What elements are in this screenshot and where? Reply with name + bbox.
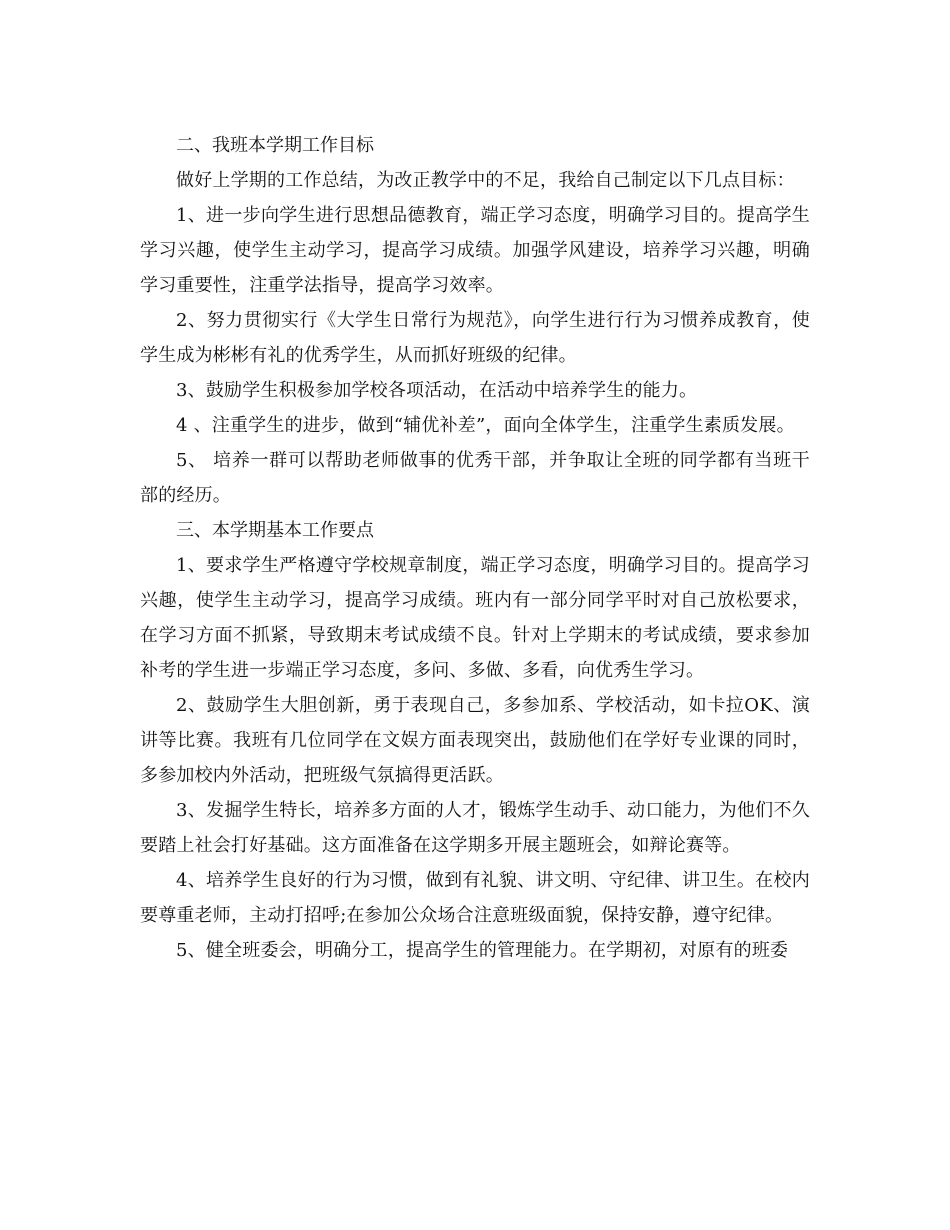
point-paragraph-1: 1、要求学生严格遵守学校规章制度，端正学习态度，明确学习目的。提高学习兴趣，使学生主动学习，提高学习成绩。班内有一部分同学平时对自己放松要求，在学习方面不抓紧，导致期末考试成绩不良。针对上学期末的考试成绩，要求参加补考的学生进一步端正学习态度，多问、多做、多看，向优秀生学习。 [140,555,810,681]
section-heading-goals: 二、我班本学期工作目标 [176,135,374,156]
document-body [140,128,810,968]
section-heading-key-points: 三、本学期基本工作要点 [176,520,374,541]
point-paragraph-3: 3、发掘学生特长，培养多方面的人才，锻炼学生动手、动口能力，为他们不久要踏上社会打好基础。这方面准备在这学期多开展主题班会，如辩论赛等。 [140,800,810,856]
point-paragraph-2: 2、鼓励学生大胆创新，勇于表现自己，多参加系、学校活动，如卡拉OK、演讲等比赛。我班有几位同学在文娱方面表现突出，鼓励他们在学好专业课的同时，多参加校内外活动，把班级气氛搞得更活跃。 [140,695,810,786]
point-paragraph-5: 5、健全班委会，明确分工，提高学生的管理能力。在学期初，对原有的班委 [176,940,789,961]
section-intro: 做好上学期的工作总结，为改正教学中的不足，我给自己制定以下几点目标： [176,170,795,191]
goal-paragraph-3: 3、鼓励学生积极参加学校各项活动，在活动中培养学生的能力。 [176,380,698,401]
point-paragraph-4: 4、培养学生良好的行为习惯，做到有礼貌、讲文明、守纪律、讲卫生。在校内要尊重老师，主动打招呼;在参加公众场合注意班级面貌，保持安静，遵守纪律。 [140,870,810,926]
goal-paragraph-1: 1、进一步向学生进行思想品德教育，端正学习态度，明确学习目的。提高学生学习兴趣，使学生主动学习，提高学习成绩。加强学风建设，培养学习兴趣，明确学习重要性，注重学法指导，提高学习效率。 [140,205,810,296]
goal-paragraph-4: 4 、注重学生的进步，做到“辅优补差”，面向全体学生，注重学生素质发展。 [176,415,795,436]
goal-paragraph-5: 5、 培养一群可以帮助老师做事的优秀干部，并争取让全班的同学都有当班干部的经历。 [140,450,810,506]
goal-paragraph-2: 2、努力贯彻实行《大学生日常行为规范》，向学生进行行为习惯养成教育，使学生成为彬彬有礼的优秀学生，从而抓好班级的纪律。 [140,310,810,366]
